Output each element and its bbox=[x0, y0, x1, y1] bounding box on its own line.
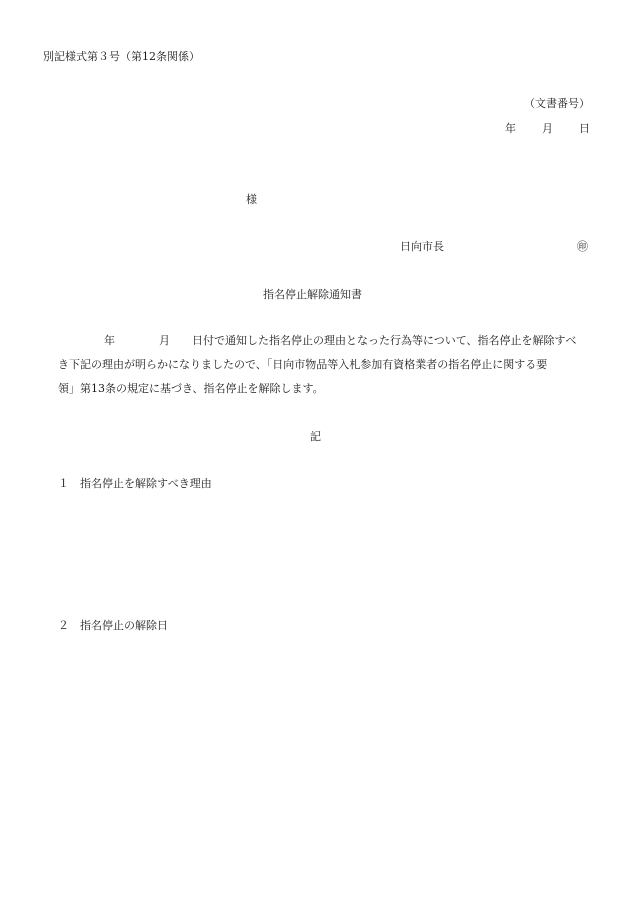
item-label: 指名停止の解除日 bbox=[80, 619, 168, 632]
seal-mark: ㊞ bbox=[577, 240, 588, 253]
body-year-label: 年 bbox=[104, 334, 115, 347]
addressee-honorific: 様 bbox=[246, 193, 257, 206]
document-number-label: （文書番号） bbox=[524, 97, 590, 110]
item-number: ２ bbox=[58, 619, 69, 632]
issuer-name: 日向市長 bbox=[400, 240, 444, 253]
date-day-label: 日 bbox=[579, 122, 590, 135]
date-month-label: 月 bbox=[542, 122, 553, 135]
body-paragraph-line-2: き下記の理由が明らかになりましたので、「日向市物品等入札参加有資格業者の指名停止に関する要 bbox=[58, 358, 548, 371]
item-number: １ bbox=[58, 477, 69, 490]
date-year-label: 年 bbox=[505, 122, 516, 135]
date-line bbox=[505, 122, 590, 136]
body-paragraph-line-3: 領」第13条の規定に基づき、指名停止を解除します。 bbox=[58, 382, 324, 395]
body-month-label: 月 bbox=[159, 334, 170, 347]
item-label: 指名停止を解除すべき理由 bbox=[80, 477, 212, 490]
list-item bbox=[58, 477, 212, 491]
list-item bbox=[58, 619, 168, 633]
body-paragraph-line-1 bbox=[58, 334, 576, 348]
form-number: 別記様式第３号（第12条関係） bbox=[43, 50, 200, 63]
document-title: 指名停止解除通知書 bbox=[263, 288, 362, 301]
body-line-1-text: 日付で通知した指名停止の理由となった行為等について、指名停止を解除すべ bbox=[192, 334, 577, 347]
ki-heading: 記 bbox=[310, 430, 321, 443]
